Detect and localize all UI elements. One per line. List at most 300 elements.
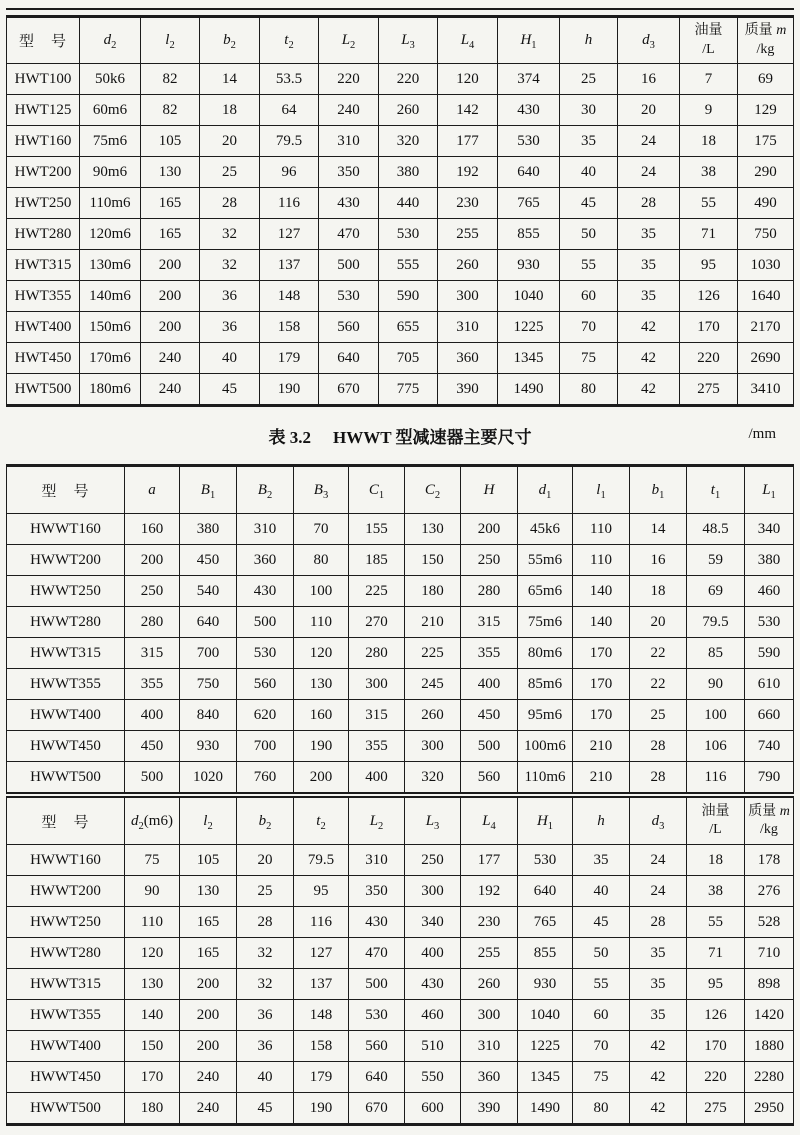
- model-cell: HWWT280: [7, 607, 125, 638]
- table-cell: 24: [618, 126, 680, 157]
- table-cell: 200: [125, 545, 180, 576]
- table-cell: 360: [461, 1062, 518, 1093]
- unit-label: /mm: [748, 426, 776, 442]
- model-cell: HWT280: [7, 219, 80, 250]
- table-cell: 79.5: [687, 607, 745, 638]
- table-cell: 24: [630, 876, 687, 907]
- table-cell: 705: [379, 343, 438, 374]
- table-cell: 200: [461, 514, 518, 545]
- column-header: a: [125, 466, 180, 514]
- table-row: [7, 95, 794, 126]
- table-cell: 460: [405, 1000, 461, 1031]
- table-cell: 245: [405, 669, 461, 700]
- table-row: [7, 669, 794, 700]
- table-number: 表 3.2: [268, 428, 311, 447]
- column-header: 型 号: [7, 795, 125, 845]
- table-cell: 555: [379, 250, 438, 281]
- column-header: $d_2(m6)$: [125, 795, 180, 845]
- table-row: [7, 1062, 794, 1093]
- table-cell: 430: [349, 907, 405, 938]
- table-cell: 110m6: [518, 762, 573, 796]
- table-cell: 20: [237, 845, 294, 876]
- table-cell: 400: [461, 669, 518, 700]
- model-cell: HWT200: [7, 157, 80, 188]
- table-cell: 490: [738, 188, 794, 219]
- table-cell: 170: [687, 1031, 745, 1062]
- table-cell: 240: [180, 1093, 237, 1125]
- table-cell: 59: [687, 545, 745, 576]
- table-row: [7, 969, 794, 1000]
- model-cell: HWWT200: [7, 545, 125, 576]
- table-cell: 110: [294, 607, 349, 638]
- table-cell: 16: [630, 545, 687, 576]
- table-cell: 18: [200, 95, 260, 126]
- table-cell: 80: [560, 374, 618, 406]
- table-cell: 32: [237, 938, 294, 969]
- table-cell: 75m6: [518, 607, 573, 638]
- table-cell: 180: [405, 576, 461, 607]
- model-cell: HWT450: [7, 343, 80, 374]
- table-cell: 560: [461, 762, 518, 796]
- table-cell: 32: [237, 969, 294, 1000]
- table-cell: 760: [237, 762, 294, 796]
- table-cell: 1225: [518, 1031, 573, 1062]
- table-cell: 220: [319, 64, 379, 95]
- table-cell: 200: [180, 1000, 237, 1031]
- table-cell: 775: [379, 374, 438, 406]
- table-caption: [6, 423, 794, 448]
- table-row: [7, 250, 794, 281]
- stacked-header-label: 油量 /L: [701, 803, 730, 837]
- table-cell: 355: [349, 731, 405, 762]
- table-cell: 655: [379, 312, 438, 343]
- table-cell: 110m6: [80, 188, 141, 219]
- table-cell: 340: [745, 514, 794, 545]
- table-cell: 35: [630, 1000, 687, 1031]
- table-cell: 95: [687, 969, 745, 1000]
- table-cell: 310: [461, 1031, 518, 1062]
- table-row: [7, 1000, 794, 1031]
- table-cell: 160: [294, 700, 349, 731]
- table-cell: 340: [405, 907, 461, 938]
- table-cell: 640: [349, 1062, 405, 1093]
- table-cell: 220: [680, 343, 738, 374]
- column-header: $b_1$: [630, 466, 687, 514]
- table-cell: 90: [687, 669, 745, 700]
- table-cell: 1030: [738, 250, 794, 281]
- stacked-header-label: 质量 m /kg: [744, 23, 787, 57]
- table-cell: 45: [200, 374, 260, 406]
- table-cell: 610: [745, 669, 794, 700]
- table-cell: 55: [687, 907, 745, 938]
- table-cell: 25: [560, 64, 618, 95]
- hwwt-table-body: [7, 466, 794, 1125]
- column-header: $H_1$: [498, 17, 560, 64]
- table-cell: 310: [319, 126, 379, 157]
- table-cell: 380: [379, 157, 438, 188]
- table-cell: 179: [294, 1062, 349, 1093]
- table-cell: 69: [687, 576, 745, 607]
- model-cell: HWWT450: [7, 1062, 125, 1093]
- table-cell: 710: [745, 938, 794, 969]
- table-cell: 210: [405, 607, 461, 638]
- table-cell: 28: [630, 907, 687, 938]
- table-row: [7, 700, 794, 731]
- table-cell: 300: [405, 876, 461, 907]
- table-cell: 165: [180, 938, 237, 969]
- table-cell: 210: [573, 731, 630, 762]
- table-cell: 100: [687, 700, 745, 731]
- column-header: [687, 795, 745, 845]
- model-cell: HWWT250: [7, 576, 125, 607]
- table-cell: 42: [618, 374, 680, 406]
- table-cell: 35: [573, 845, 630, 876]
- table-row: [7, 126, 794, 157]
- table-cell: 48.5: [687, 514, 745, 545]
- table-cell: 380: [180, 514, 237, 545]
- table-cell: 280: [125, 607, 180, 638]
- table-cell: 790: [745, 762, 794, 796]
- table-cell: 53.5: [260, 64, 319, 95]
- table-row: [7, 1031, 794, 1062]
- table-cell: 1345: [518, 1062, 573, 1093]
- table-cell: 300: [438, 281, 498, 312]
- column-header: $d_3$: [618, 17, 680, 64]
- table-row: [7, 607, 794, 638]
- table-cell: 230: [438, 188, 498, 219]
- table-row: [7, 638, 794, 669]
- table-cell: 350: [319, 157, 379, 188]
- column-header: $d_1$: [518, 466, 573, 514]
- column-header: $l_2$: [141, 17, 200, 64]
- model-cell: HWWT315: [7, 969, 125, 1000]
- table-cell: 28: [237, 907, 294, 938]
- table-cell: 160: [125, 514, 180, 545]
- table-cell: 35: [630, 938, 687, 969]
- table-cell: 430: [237, 576, 294, 607]
- table-cell: 45: [237, 1093, 294, 1125]
- model-cell: HWWT355: [7, 1000, 125, 1031]
- table-cell: 116: [294, 907, 349, 938]
- table-cell: 140: [125, 1000, 180, 1031]
- table-cell: 440: [379, 188, 438, 219]
- table-cell: 500: [349, 969, 405, 1000]
- table-cell: 35: [618, 281, 680, 312]
- column-header: $L_1$: [745, 466, 794, 514]
- table-cell: 100m6: [518, 731, 573, 762]
- column-header: [745, 795, 794, 845]
- column-header: $H_1$: [518, 795, 573, 845]
- table-cell: 290: [738, 157, 794, 188]
- column-header: $l_1$: [573, 466, 630, 514]
- table-cell: 260: [405, 700, 461, 731]
- table-cell: 178: [745, 845, 794, 876]
- table-cell: 35: [630, 969, 687, 1000]
- table-cell: 220: [687, 1062, 745, 1093]
- table-cell: 42: [618, 343, 680, 374]
- model-cell: HWT250: [7, 188, 80, 219]
- table-cell: 158: [294, 1031, 349, 1062]
- table-cell: 450: [180, 545, 237, 576]
- table-cell: 670: [349, 1093, 405, 1125]
- table-row: [7, 281, 794, 312]
- table-cell: 130: [141, 157, 200, 188]
- model-cell: HWT125: [7, 95, 80, 126]
- table-cell: 165: [141, 188, 200, 219]
- table-cell: 60: [560, 281, 618, 312]
- table-cell: 360: [438, 343, 498, 374]
- table-cell: 1640: [738, 281, 794, 312]
- table-cell: 36: [200, 312, 260, 343]
- table-cell: 79.5: [260, 126, 319, 157]
- table-cell: 225: [349, 576, 405, 607]
- table-cell: 70: [560, 312, 618, 343]
- table-row: [7, 907, 794, 938]
- table-cell: 18: [687, 845, 745, 876]
- table-cell: 150m6: [80, 312, 141, 343]
- table-cell: 640: [319, 343, 379, 374]
- table-cell: 28: [630, 731, 687, 762]
- column-header: $B_3$: [294, 466, 349, 514]
- table-cell: 45: [560, 188, 618, 219]
- table-cell: 530: [518, 845, 573, 876]
- table-cell: 20: [630, 607, 687, 638]
- table-cell: 200: [141, 312, 200, 343]
- column-header: [680, 17, 738, 64]
- table-cell: 400: [349, 762, 405, 796]
- table-cell: 230: [461, 907, 518, 938]
- table-cell: 192: [461, 876, 518, 907]
- table-cell: 190: [294, 1093, 349, 1125]
- table-cell: 71: [687, 938, 745, 969]
- table-cell: 430: [498, 95, 560, 126]
- table-cell: 126: [687, 1000, 745, 1031]
- table-cell: 40: [560, 157, 618, 188]
- table-cell: 750: [738, 219, 794, 250]
- table-cell: 530: [237, 638, 294, 669]
- table-cell: 898: [745, 969, 794, 1000]
- table-cell: 930: [498, 250, 560, 281]
- table-cell: 180m6: [80, 374, 141, 406]
- table-cell: 79.5: [294, 845, 349, 876]
- table-cell: 42: [630, 1093, 687, 1125]
- table-cell: 40: [200, 343, 260, 374]
- table-cell: 45: [573, 907, 630, 938]
- table-cell: 36: [237, 1031, 294, 1062]
- table-cell: 142: [438, 95, 498, 126]
- table-cell: 320: [405, 762, 461, 796]
- model-cell: HWWT160: [7, 845, 125, 876]
- table-row: [7, 312, 794, 343]
- table-cell: 105: [180, 845, 237, 876]
- table-cell: 840: [180, 700, 237, 731]
- table-cell: 40: [573, 876, 630, 907]
- table-cell: 71: [680, 219, 738, 250]
- table-cell: 130: [294, 669, 349, 700]
- stacked-header-label: 质量 m /kg: [748, 803, 790, 837]
- table-cell: 1040: [498, 281, 560, 312]
- table-cell: 50k6: [80, 64, 141, 95]
- table-cell: 35: [560, 126, 618, 157]
- table-cell: 130: [180, 876, 237, 907]
- table-row: [7, 514, 794, 545]
- column-header: $b_2$: [237, 795, 294, 845]
- table-cell: 250: [125, 576, 180, 607]
- model-cell: HWWT500: [7, 1093, 125, 1125]
- table-row: [7, 938, 794, 969]
- table-cell: 2690: [738, 343, 794, 374]
- table-cell: 40: [237, 1062, 294, 1093]
- table-cell: 150: [125, 1031, 180, 1062]
- hwt-table: [6, 15, 794, 407]
- table-cell: 1490: [518, 1093, 573, 1125]
- column-header: 型 号: [7, 466, 125, 514]
- table-cell: 127: [294, 938, 349, 969]
- model-cell: HWWT400: [7, 700, 125, 731]
- table-cell: 530: [498, 126, 560, 157]
- table-cell: 250: [405, 845, 461, 876]
- column-header: $L_2$: [349, 795, 405, 845]
- table-cell: 355: [461, 638, 518, 669]
- model-cell: HWT355: [7, 281, 80, 312]
- column-header: $C_1$: [349, 466, 405, 514]
- model-cell: HWT160: [7, 126, 80, 157]
- table-cell: 185: [349, 545, 405, 576]
- table-cell: 36: [237, 1000, 294, 1031]
- table-cell: 640: [498, 157, 560, 188]
- table-cell: 450: [461, 700, 518, 731]
- table-cell: 1345: [498, 343, 560, 374]
- table-cell: 137: [294, 969, 349, 1000]
- table-cell: 190: [260, 374, 319, 406]
- table-cell: 276: [745, 876, 794, 907]
- table-cell: 170: [573, 638, 630, 669]
- table-cell: 500: [125, 762, 180, 796]
- table-cell: 380: [745, 545, 794, 576]
- hwwt-table: [6, 464, 794, 1126]
- table-cell: 460: [745, 576, 794, 607]
- column-header: $L_3$: [379, 17, 438, 64]
- table-cell: 470: [349, 938, 405, 969]
- table-cell: 1490: [498, 374, 560, 406]
- table-cell: 310: [438, 312, 498, 343]
- table-cell: 177: [438, 126, 498, 157]
- column-header: h: [573, 795, 630, 845]
- table-cell: 430: [405, 969, 461, 1000]
- table-cell: 95: [680, 250, 738, 281]
- table-cell: 177: [461, 845, 518, 876]
- table-cell: 106: [687, 731, 745, 762]
- table-cell: 140: [573, 576, 630, 607]
- table-cell: 30: [560, 95, 618, 126]
- table-cell: 140: [573, 607, 630, 638]
- table-cell: 640: [180, 607, 237, 638]
- table-cell: 90: [125, 876, 180, 907]
- table-cell: 126: [680, 281, 738, 312]
- table-cell: 240: [180, 1062, 237, 1093]
- table-cell: 275: [680, 374, 738, 406]
- column-header: $b_2$: [200, 17, 260, 64]
- table-cell: 500: [461, 731, 518, 762]
- table-cell: 55: [573, 969, 630, 1000]
- table-cell: 930: [518, 969, 573, 1000]
- table-cell: 148: [294, 1000, 349, 1031]
- table-cell: 170: [573, 700, 630, 731]
- table-cell: 1880: [745, 1031, 794, 1062]
- table-cell: 1020: [180, 762, 237, 796]
- table-cell: 280: [349, 638, 405, 669]
- table-cell: 750: [180, 669, 237, 700]
- table-cell: 600: [405, 1093, 461, 1125]
- table-cell: 80m6: [518, 638, 573, 669]
- table-cell: 355: [125, 669, 180, 700]
- column-header: $L_2$: [319, 17, 379, 64]
- table-row: [7, 219, 794, 250]
- table-cell: 400: [405, 938, 461, 969]
- table-cell: 65m6: [518, 576, 573, 607]
- table-cell: 137: [260, 250, 319, 281]
- table-cell: 560: [349, 1031, 405, 1062]
- model-cell: HWT315: [7, 250, 80, 281]
- table-cell: 470: [319, 219, 379, 250]
- table-cell: 20: [200, 126, 260, 157]
- header-row: [7, 17, 794, 64]
- table-cell: 75: [573, 1062, 630, 1093]
- table-cell: 640: [518, 876, 573, 907]
- column-header: 型 号: [7, 17, 80, 64]
- table-cell: 69: [738, 64, 794, 95]
- table-cell: 180: [125, 1093, 180, 1125]
- table-cell: 105: [141, 126, 200, 157]
- table-cell: 82: [141, 95, 200, 126]
- table-cell: 400: [125, 700, 180, 731]
- table-cell: 1420: [745, 1000, 794, 1031]
- table-cell: 155: [349, 514, 405, 545]
- table-cell: 28: [618, 188, 680, 219]
- table-row: [7, 188, 794, 219]
- table-cell: 18: [630, 576, 687, 607]
- table-cell: 14: [200, 64, 260, 95]
- table-cell: 270: [349, 607, 405, 638]
- table-cell: 129: [738, 95, 794, 126]
- table-cell: 165: [180, 907, 237, 938]
- column-header: $L_3$: [405, 795, 461, 845]
- table-cell: 765: [498, 188, 560, 219]
- table-cell: 120m6: [80, 219, 141, 250]
- table-cell: 310: [237, 514, 294, 545]
- model-cell: HWT400: [7, 312, 80, 343]
- column-header: $d_3$: [630, 795, 687, 845]
- table-cell: 170: [573, 669, 630, 700]
- table-row: [7, 64, 794, 95]
- table-cell: 540: [180, 576, 237, 607]
- table-cell: 200: [141, 250, 200, 281]
- column-header: $B_1$: [180, 466, 237, 514]
- table-row: [7, 157, 794, 188]
- column-header: $B_2$: [237, 466, 294, 514]
- table-cell: 430: [319, 188, 379, 219]
- table-cell: 660: [745, 700, 794, 731]
- table-cell: 240: [141, 343, 200, 374]
- table-cell: 315: [125, 638, 180, 669]
- table-row: [7, 731, 794, 762]
- table-cell: 96: [260, 157, 319, 188]
- table-cell: 320: [379, 126, 438, 157]
- table-cell: 390: [438, 374, 498, 406]
- model-cell: HWWT315: [7, 638, 125, 669]
- table-cell: 200: [141, 281, 200, 312]
- table-cell: 35: [618, 250, 680, 281]
